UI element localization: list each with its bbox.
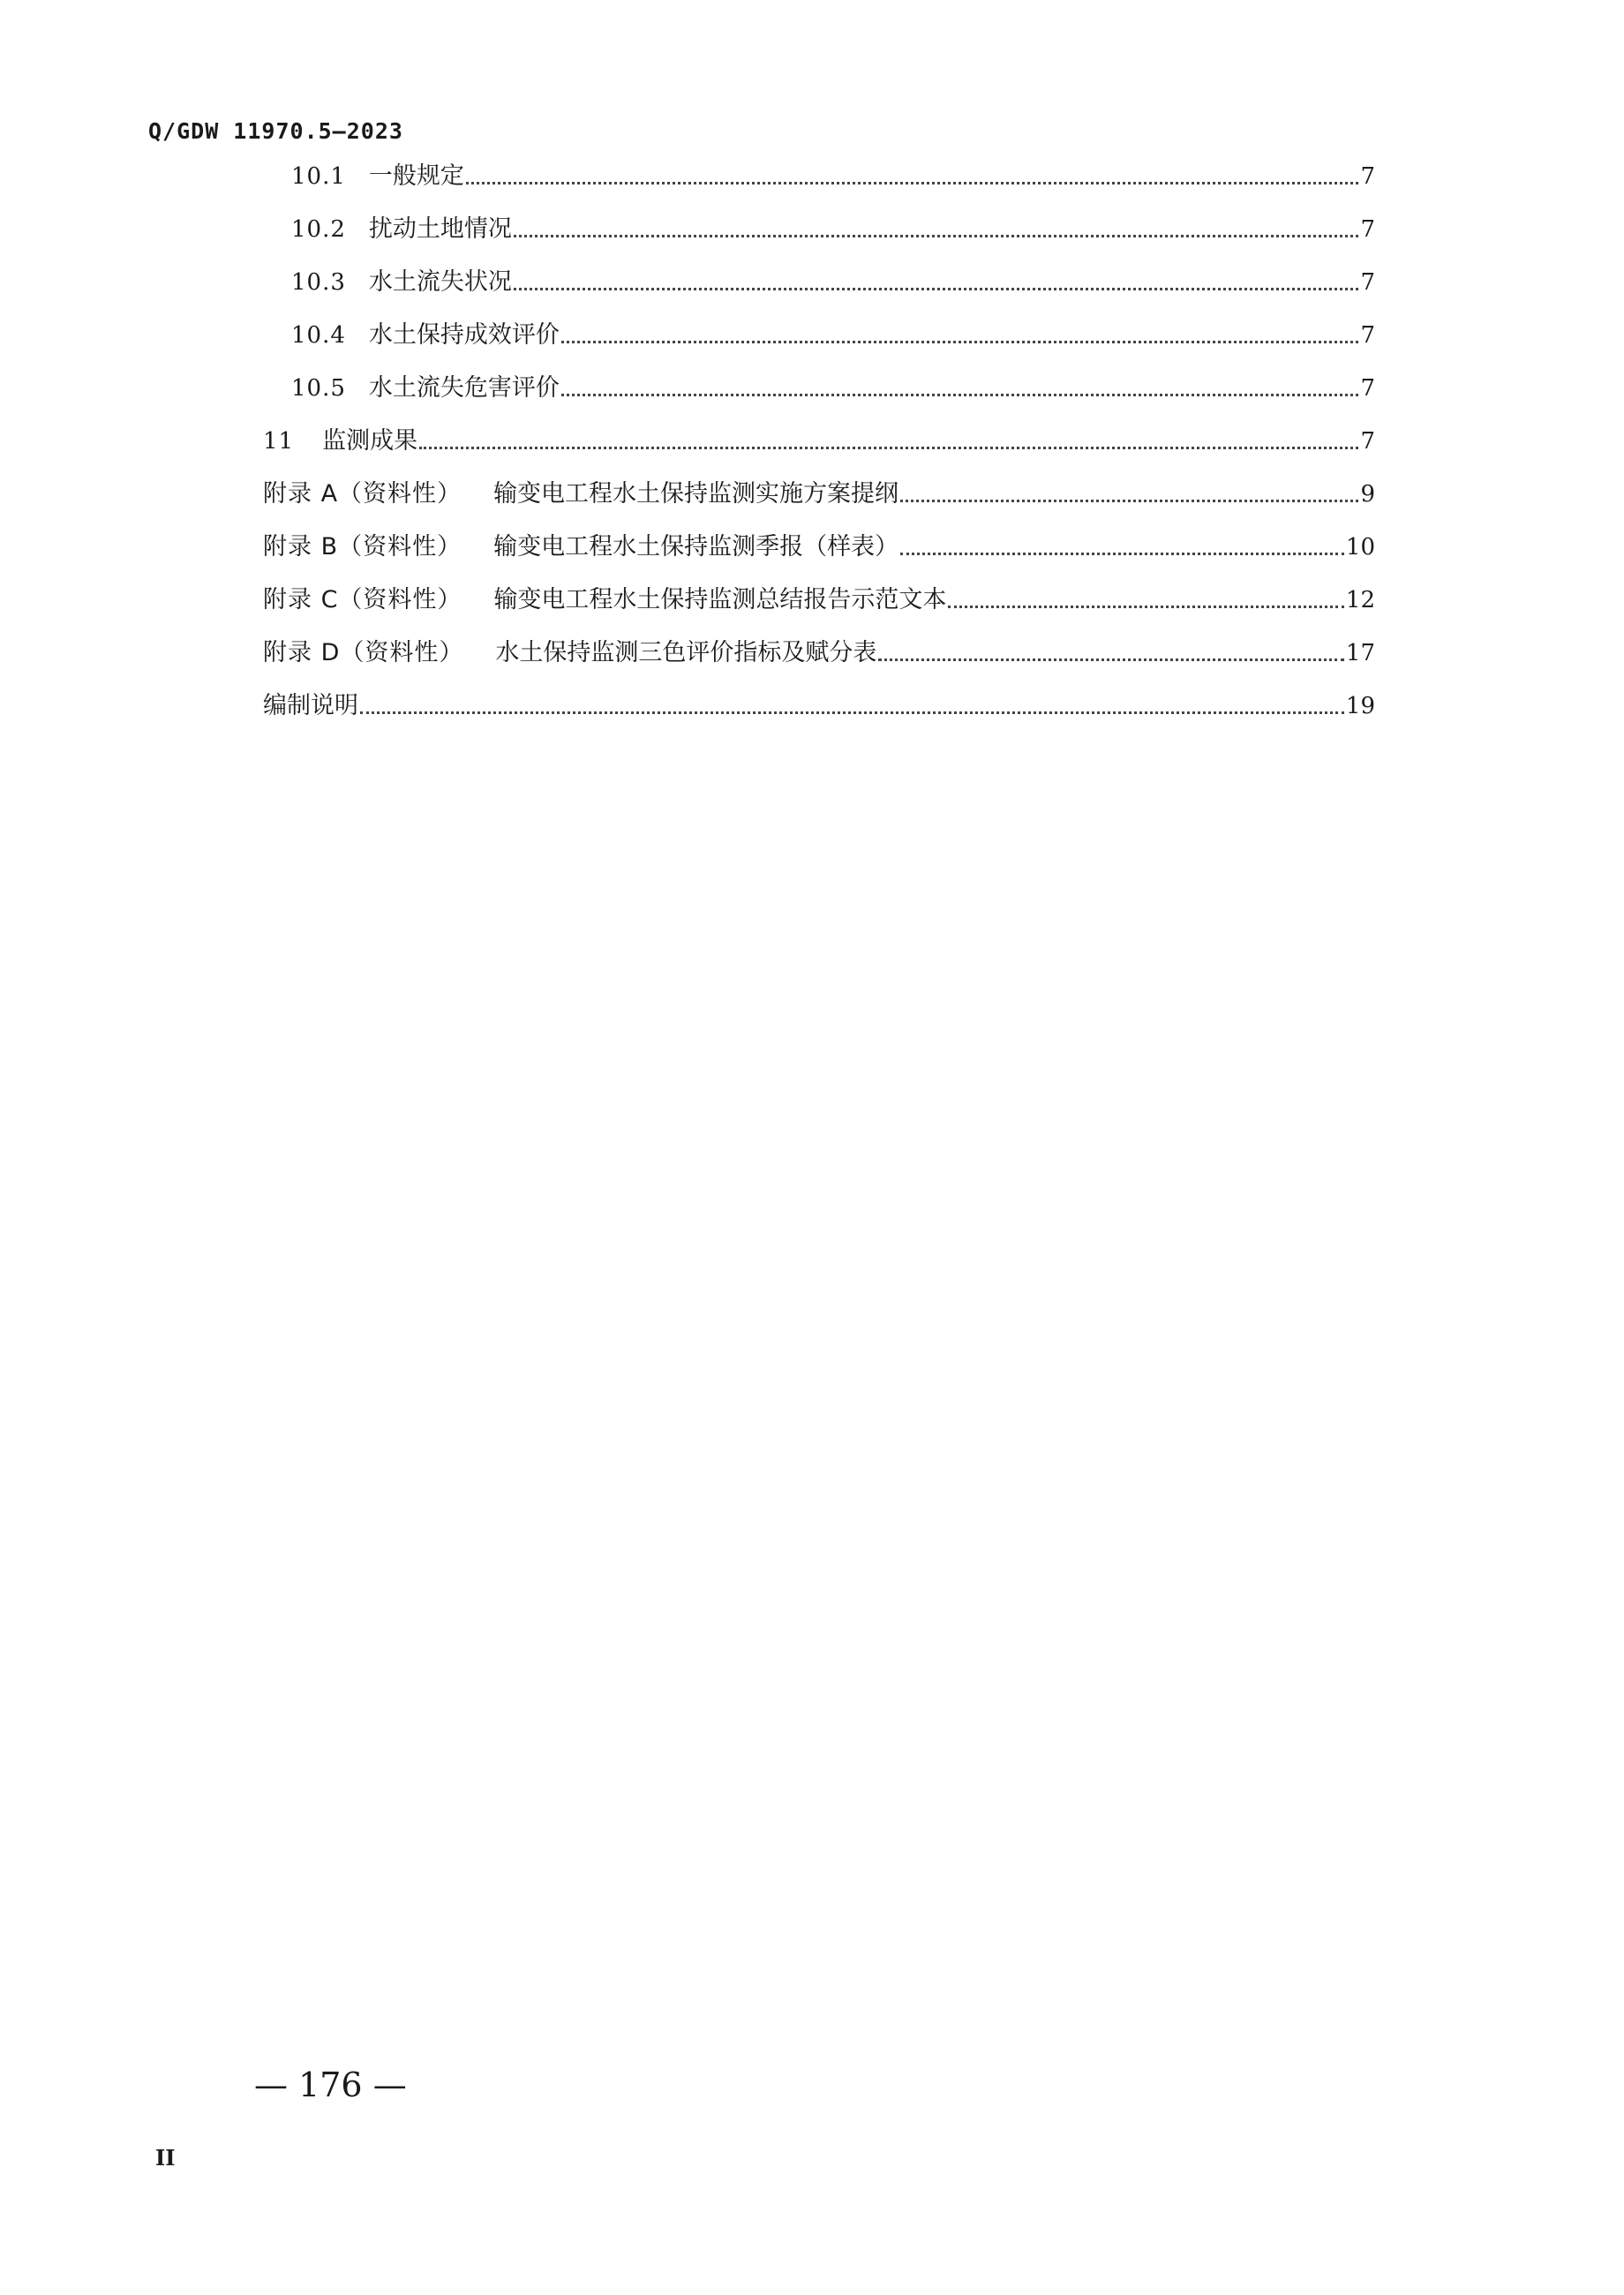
roman-page-number: II: [155, 2145, 176, 2171]
document-code: Q/GDW 11970.5—2023: [148, 118, 403, 144]
toc-leader-dots: [360, 711, 1344, 714]
toc-entry-number: 10.5: [291, 375, 346, 402]
toc-entry-page: 10: [1345, 534, 1375, 561]
toc-entry-number: 10.2: [291, 216, 346, 243]
toc-leader-dots: [948, 606, 1343, 608]
toc-entry[interactable]: [263, 636, 1375, 671]
toc-entry-number: 附录 D（资料性）: [263, 639, 464, 666]
toc-entry-page: 7: [1360, 216, 1375, 243]
toc-leader-dots: [466, 182, 1359, 184]
page-number: — 176 —: [254, 2066, 407, 2104]
toc-leader-dots: [561, 341, 1359, 343]
toc-entry-number: 10.1: [291, 163, 346, 190]
toc-entry-title: 水土流失状况: [368, 268, 512, 296]
toc-entry-number: 10.4: [291, 322, 346, 349]
toc-entry-page: 9: [1360, 481, 1375, 508]
toc-entry-page: 7: [1360, 269, 1375, 296]
toc-entry-title: 输变电工程水土保持监测总结报告示范文本: [493, 586, 947, 613]
toc-entry[interactable]: [263, 477, 1375, 512]
toc-leader-dots: [514, 288, 1359, 290]
toc-leader-dots: [900, 553, 1344, 555]
toc-entry-title: 输变电工程水土保持监测季报（样表）: [493, 533, 899, 561]
toc-entry[interactable]: [291, 265, 1375, 300]
toc-entry-number: 11: [263, 428, 295, 455]
toc-leader-dots: [878, 658, 1344, 661]
toc-entry-title: 水土保持成效评价: [368, 321, 560, 349]
toc-entry-number: 10.3: [291, 269, 346, 296]
toc-entry[interactable]: [291, 371, 1375, 406]
toc-leader-dots: [561, 394, 1359, 396]
toc-entry-title: 水土保持监测三色评价指标及赋分表: [495, 639, 877, 666]
toc-entry-page: 7: [1360, 428, 1375, 455]
toc-entry-title: 水土流失危害评价: [368, 374, 560, 402]
toc-entry[interactable]: [291, 318, 1375, 353]
toc-entry-number: 附录 B（资料性）: [263, 533, 462, 561]
toc-entry-number: 附录 C（资料性）: [263, 586, 462, 613]
toc-entry[interactable]: [263, 688, 1375, 724]
toc-entry-page: 19: [1345, 693, 1375, 719]
toc-entry-title: 编制说明: [263, 692, 358, 719]
toc-entry[interactable]: [263, 424, 1375, 459]
toc-entry-page: 12: [1345, 587, 1375, 613]
toc-entry[interactable]: [291, 212, 1375, 247]
toc-leader-dots: [419, 447, 1358, 449]
toc-entry[interactable]: [263, 583, 1375, 618]
toc-entry-page: 17: [1345, 640, 1375, 666]
toc-leader-dots: [514, 235, 1359, 237]
toc-entry-title: 监测成果: [322, 427, 418, 455]
toc-leader-dots: [900, 500, 1358, 502]
toc-entry[interactable]: [263, 530, 1375, 565]
toc-entry[interactable]: [291, 159, 1375, 194]
toc-entry-title: 输变电工程水土保持监测实施方案提纲: [493, 480, 899, 508]
toc-entry-title: 扰动土地情况: [368, 215, 512, 243]
toc-entry-page: 7: [1360, 375, 1375, 402]
toc-entry-number: 附录 A（资料性）: [263, 480, 462, 508]
toc-entry-page: 7: [1360, 163, 1375, 190]
toc-entry-title: 一般规定: [368, 162, 464, 190]
toc-entry-page: 7: [1360, 322, 1375, 349]
